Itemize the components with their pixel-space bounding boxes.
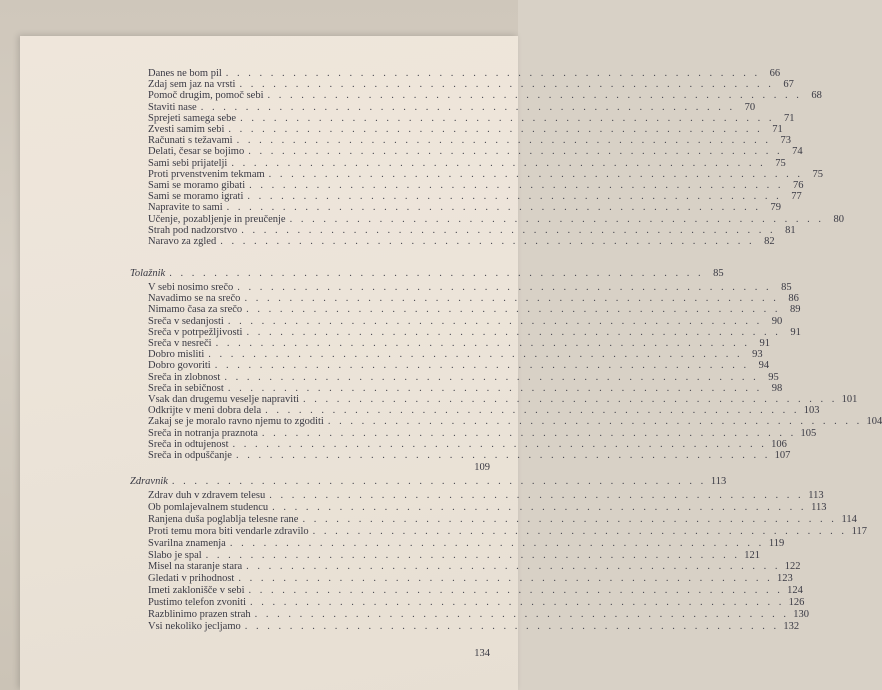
toc-entry: [130, 224, 796, 237]
dot-leader: . . . . . . . . . . . . . . . . . . . . . . . . . . . . . . . . . . . . . . . . . . . . . . . .: [208, 349, 743, 361]
toc-entry: [130, 157, 786, 170]
toc-entry: [130, 326, 801, 339]
page-number: 76: [793, 180, 804, 191]
entry-title: Sreča in odtujenost: [148, 438, 229, 450]
dot-leader: . . . . . . . . . . . . . . . . . . . . . . . . . . . . . . . . . . . . . . . . . . . . . . . .: [205, 549, 741, 561]
dot-leader: . . . . . . . . . . . . . . . . . . . . . . . . . . . . . . . . . . . . . . . . . . . . . . . .: [248, 585, 783, 597]
toc-entry: [130, 135, 791, 147]
entry-title: Dobro misliti: [148, 349, 205, 361]
toc-entry: [130, 112, 795, 125]
entry-title: Sami sebi prijatelji: [148, 157, 228, 169]
page-number: 86: [788, 293, 799, 305]
entry-title: Dobro govoriti: [148, 360, 211, 372]
toc-entry: [130, 438, 787, 451]
entry-title: Staviti nase: [148, 101, 197, 113]
dot-leader: . . . . . . . . . . . . . . . . . . . . . . . . . . . . . . . . . . . . . . . . . . . . . . . .: [268, 168, 804, 180]
page-number: 123: [776, 573, 793, 585]
toc-entry: [130, 620, 800, 633]
entry-title: Misel na staranje stara: [148, 561, 243, 573]
entry-title: Proti temu mora biti vendarle zdravilo: [148, 525, 309, 537]
page-number: 134: [474, 648, 490, 659]
toc-entry: [130, 394, 858, 406]
page-number: 132: [783, 620, 800, 632]
page-number: 104: [866, 416, 882, 428]
dot-leader: . . . . . . . . . . . . . . . . . . . . . . . . . . . . . . . . . . . . . . . . . . . . . . . .: [229, 537, 765, 549]
entry-title: Sami se moramo gibati: [148, 180, 246, 191]
page-number: 73: [780, 135, 791, 147]
dot-leader: . . . . . . . . . . . . . . . . . . . . . . . . . . . . . . . . . . . . . . . . . . . . . . . .: [248, 146, 783, 158]
dot-leader: . . . . . . . . . . . . . . . . . . . . . . . . . . . . . . . . . . . . . . . . . . . . . . . .: [237, 282, 772, 293]
toc-entry: [130, 180, 804, 192]
toc-entry: [130, 90, 822, 102]
page-number: 109: [474, 462, 490, 473]
page-number: 113: [811, 501, 827, 513]
page-number: 71: [772, 124, 783, 135]
section-heading: [130, 268, 724, 280]
page-number: 74: [792, 146, 803, 158]
dot-leader: . . . . . . . . . . . . . . . . . . . . . . . . . . . . . . . . . . . . . . . . . . . . . . . .: [244, 620, 780, 632]
page-number: 89: [790, 304, 801, 316]
page-number: 105: [800, 427, 817, 439]
dot-leader: . . . . . . . . . . . . . . . . . . . . . . . . . . . . . . . . . . . . . . . . . . . . . . . .: [269, 490, 804, 501]
page-number: 75: [775, 157, 786, 169]
entry-title: Sreča v nesreči: [148, 338, 212, 349]
dot-leader: . . . . . . . . . . . . . . . . . . . . . . . . . . . . . . . . . . . . . . . . . . . . . . . .: [171, 476, 707, 487]
dot-leader: . . . . . . . . . . . . . . . . . . . . . . . . . . . . . . . . . . . . . . . . . . . . . . . .: [227, 315, 763, 327]
page-number: 68: [811, 90, 822, 102]
entry-title: Zdravnik: [130, 476, 168, 487]
dot-leader: . . . . . . . . . . . . . . . . . . . . . . . . . . . . . . . . . . . . . . . . . . . . . . . .: [200, 101, 736, 113]
entry-title: Vsi nekoliko jecljamo: [148, 620, 241, 632]
toc-entry: [130, 124, 783, 136]
page-number: 101: [841, 394, 858, 405]
dot-leader: . . . . . . . . . . . . . . . . . . . . . . . . . . . . . . . . . . . . . . . . . . . . . . . .: [231, 157, 766, 169]
dot-leader: . . . . . . . . . . . . . . . . . . . . . . . . . . . . . . . . . . . . . . . . . . . . . . . .: [261, 427, 797, 439]
dot-leader: . . . . . . . . . . . . . . . . . . . . . . . . . . . . . . . . . . . . . . . . . . . . . . . .: [327, 416, 863, 428]
toc-entry: [130, 68, 781, 80]
entry-title: Zdrav duh v zdravem telesu: [148, 490, 266, 501]
dot-leader: . . . . . . . . . . . . . . . . . . . . . . . . . . . . . . . . . . . . . . . . . . . . . . . .: [244, 293, 779, 305]
dot-leader: . . . . . . . . . . . . . . . . . . . . . . . . . . . . . . . . . . . . . . . . . . . . . . . .: [236, 135, 771, 147]
page-number: 93: [752, 349, 763, 361]
toc-entry: [130, 101, 756, 114]
page-number: 126: [788, 597, 805, 609]
dot-leader: . . . . . . . . . . . . . . . . . . . . . . . . . . . . . . . . . . . . . . . . . . . . . . . .: [246, 326, 781, 338]
entry-title: Zvesti samim sebi: [148, 124, 225, 135]
dot-leader: . . . . . . . . . . . . . . . . . . . . . . . . . . . . . . . . . . . . . . . . . . . . . . . .: [247, 191, 782, 203]
toc-entry: [130, 371, 779, 384]
dot-leader: . . . . . . . . . . . . . . . . . . . . . . . . . . . . . . . . . . . . . . . . . . . . . . . .: [246, 304, 781, 316]
toc-entry: [130, 213, 844, 226]
dot-leader: . . . . . . . . . . . . . . . . . . . . . . . . . . . . . . . . . . . . . . . . . . . . . . . .: [227, 382, 763, 394]
page-number: 79: [770, 202, 782, 214]
page-number: 119: [768, 537, 785, 549]
dot-leader: . . . . . . . . . . . . . . . . . . . . . . . . . . . . . . . . . . . . . . . . . . . . . . . .: [249, 180, 784, 191]
toc-entry: [130, 405, 820, 417]
page-number: 77: [791, 191, 802, 203]
entry-title: Učenje, pozabljenje in preučenje: [148, 213, 286, 225]
dot-leader: . . . . . . . . . . . . . . . . . . . . . . . . . . . . . . . . . . . . . . . . . . . . . . . .: [228, 124, 763, 135]
toc-entry: [130, 382, 783, 395]
entry-title: Računati s težavami: [148, 135, 233, 147]
page-number: 90: [771, 315, 783, 327]
entry-title: Ob pomlajevalnem studencu: [148, 501, 269, 513]
entry-title: Navadimo se na srečo: [148, 293, 241, 305]
entry-title: Sprejeti samega sebe: [148, 112, 237, 124]
page-number: 113: [808, 490, 824, 501]
entry-title: Ranjena duša poglablja telesne rane: [148, 513, 299, 525]
dot-leader: . . . . . . . . . . . . . . . . . . . . . . . . . . . . . . . . . . . . . . . . . . . . . . . .: [240, 112, 775, 124]
toc-entry: [130, 349, 763, 361]
dot-leader: . . . . . . . . . . . . . . . . . . . . . . . . . . . . . . . . . . . . . . . . . . . . . . . .: [238, 573, 773, 585]
dot-leader: . . . . . . . . . . . . . . . . . . . . . . . . . . . . . . . . . . . . . . . . . . . . . . . .: [169, 268, 704, 279]
toc-entry: [130, 450, 791, 462]
dot-leader: . . . . . . . . . . . . . . . . . . . . . . . . . . . . . . . . . . . . . . . . . . . . . . . .: [303, 394, 838, 405]
entry-title: Nimamo časa za srečo: [148, 304, 243, 316]
page-number: 117: [851, 525, 868, 537]
dot-leader: . . . . . . . . . . . . . . . . . . . . . . . . . . . . . . . . . . . . . . . . . . . . . . . .: [312, 525, 848, 537]
entry-title: Delati, česar se bojimo: [148, 146, 245, 158]
toc-entry: [130, 585, 803, 597]
page-number: 82: [764, 236, 775, 247]
entry-title: Vsak dan drugemu veselje napraviti: [148, 394, 300, 405]
page-number: 80: [833, 213, 844, 225]
page-number: 67: [783, 79, 794, 91]
entry-title: Sreča in sebičnost: [148, 382, 224, 394]
entry-title: Sreča in notranja praznota: [148, 427, 258, 439]
page-number: 75: [812, 168, 824, 180]
page-number: 107: [774, 450, 791, 461]
toc-entry: [130, 513, 857, 526]
toc-entry: [130, 573, 793, 585]
page-number: 70: [744, 101, 756, 113]
toc-entry: [130, 338, 770, 350]
page-number: 81: [785, 224, 796, 236]
toc-entry: [130, 501, 827, 514]
entry-title: Zakaj se je moralo ravno njemu to zgoditi: [148, 416, 324, 428]
toc-entry: [130, 416, 882, 428]
dot-leader: . . . . . . . . . . . . . . . . . . . . . . . . . . . . . . . . . . . . . . . . . . . . . . . .: [267, 90, 802, 102]
entry-title: Svarilna znamenja: [148, 537, 226, 549]
entry-title: Tolažnik: [130, 268, 166, 279]
page-number: 113: [710, 476, 727, 487]
dot-leader: . . . . . . . . . . . . . . . . . . . . . . . . . . . . . . . . . . . . . . . . . . . . . . . .: [214, 360, 750, 372]
page-number: 121: [744, 549, 761, 561]
toc-entry: [130, 168, 824, 181]
entry-title: Proti prvenstvenim tekmam: [148, 168, 265, 180]
dot-leader: . . . . . . . . . . . . . . . . . . . . . . . . . . . . . . . . . . . . . . . . . . . . . . . .: [215, 338, 750, 349]
dot-leader: . . . . . . . . . . . . . . . . . . . . . . . . . . . . . . . . . . . . . . . . . . . . . . . .: [250, 597, 785, 609]
dot-leader: . . . . . . . . . . . . . . . . . . . . . . . . . . . . . . . . . . . . . . . . . . . . . . . .: [226, 202, 762, 214]
dot-leader: . . . . . . . . . . . . . . . . . . . . . . . . . . . . . . . . . . . . . . . . . . . . . . . .: [232, 438, 767, 450]
page-number: 85: [781, 282, 792, 293]
page-number: 106: [771, 438, 787, 450]
dot-leader: . . . . . . . . . . . . . . . . . . . . . . . . . . . . . . . . . . . . . . . . . . . . . . . .: [302, 513, 837, 525]
toc-entry: [130, 304, 801, 316]
entry-title: Sreča v sedanjosti: [148, 315, 224, 327]
page-number: 103: [803, 405, 820, 417]
toc-entry: [130, 360, 770, 372]
entry-title: Zdaj sem jaz na vrsti: [148, 79, 236, 91]
toc-entry: [130, 202, 782, 214]
entry-title: Danes ne bom pil: [148, 68, 222, 79]
entry-title: Sami se moramo igrati: [148, 191, 244, 203]
page-number: 91: [759, 338, 770, 349]
dot-leader: . . . . . . . . . . . . . . . . . . . . . . . . . . . . . . . . . . . . . . . . . . . . . . . .: [246, 561, 781, 573]
dot-leader: . . . . . . . . . . . . . . . . . . . . . . . . . . . . . . . . . . . . . . . . . . . . . . . .: [235, 450, 771, 461]
dot-leader: . . . . . . . . . . . . . . . . . . . . . . . . . . . . . . . . . . . . . . . . . . . . . . . .: [272, 501, 807, 513]
entry-title: Strah pod nadzorstvo: [148, 224, 238, 236]
toc-entry: [130, 282, 792, 294]
toc-entry: [130, 236, 775, 248]
toc-entry: [130, 79, 794, 91]
page-number: 122: [784, 561, 801, 573]
page-number: 91: [790, 326, 801, 338]
toc-entry: [130, 597, 805, 609]
page-number: 98: [771, 382, 783, 394]
entry-title: Slabo je spal: [148, 549, 202, 561]
toc-entry: [130, 427, 817, 440]
entry-title: Odkrijte v meni dobra dela: [148, 405, 262, 417]
entry-title: Sreča v potrpežljivosti: [148, 326, 243, 338]
section-heading: [130, 476, 727, 488]
page-number: 94: [758, 360, 770, 372]
page-number: 71: [783, 112, 795, 124]
toc-entry: [130, 609, 810, 621]
entry-title: Razblinimo prazen strah: [148, 609, 251, 620]
toc-entry: [130, 315, 783, 328]
entry-title: Pomoč drugim, pomoč sebi: [148, 90, 264, 102]
entry-title: Imeti zaklonišče v sebi: [148, 585, 245, 597]
dot-leader: . . . . . . . . . . . . . . . . . . . . . . . . . . . . . . . . . . . . . . . . . . . . . . . .: [225, 68, 761, 79]
entry-title: Gledati v prihodnost: [148, 573, 235, 585]
toc-entry: [130, 525, 868, 538]
entry-title: Pustimo telefon zvoniti: [148, 597, 246, 609]
page-number: 130: [793, 609, 810, 620]
entry-title: Sreča in zlobnost: [148, 371, 221, 383]
dot-leader: . . . . . . . . . . . . . . . . . . . . . . . . . . . . . . . . . . . . . . . . . . . . . . . .: [254, 609, 790, 620]
entry-title: Sreča in odpuščanje: [148, 450, 232, 461]
dot-leader: . . . . . . . . . . . . . . . . . . . . . . . . . . . . . . . . . . . . . . . . . . . . . . . .: [224, 371, 759, 383]
dot-leader: . . . . . . . . . . . . . . . . . . . . . . . . . . . . . . . . . . . . . . . . . . . . . . . .: [220, 236, 755, 247]
entry-title: V sebi nosimo srečo: [148, 282, 234, 293]
toc-entry: [130, 293, 799, 305]
dot-leader: . . . . . . . . . . . . . . . . . . . . . . . . . . . . . . . . . . . . . . . . . . . . . . . .: [289, 213, 824, 225]
dot-leader: . . . . . . . . . . . . . . . . . . . . . . . . . . . . . . . . . . . . . . . . . . . . . . . .: [241, 224, 776, 236]
dot-leader: . . . . . . . . . . . . . . . . . . . . . . . . . . . . . . . . . . . . . . . . . . . . . . . .: [265, 405, 800, 417]
page-number: 95: [768, 371, 779, 383]
page-number: 66: [769, 68, 781, 79]
entry-title: Naravo za zgled: [148, 236, 217, 247]
toc-entry: [130, 490, 824, 502]
page-number: 85: [713, 268, 724, 279]
toc-entry: [130, 537, 785, 550]
toc-entry: [130, 146, 803, 158]
dot-leader: . . . . . . . . . . . . . . . . . . . . . . . . . . . . . . . . . . . . . . . . . . . . . . . .: [239, 79, 774, 91]
toc-entry: [130, 549, 761, 562]
toc-entry: [130, 561, 801, 573]
page-number: 114: [841, 513, 857, 525]
toc-entry: [130, 191, 802, 203]
entry-title: Napravite to sami: [148, 202, 223, 214]
page-number: 124: [787, 585, 803, 597]
